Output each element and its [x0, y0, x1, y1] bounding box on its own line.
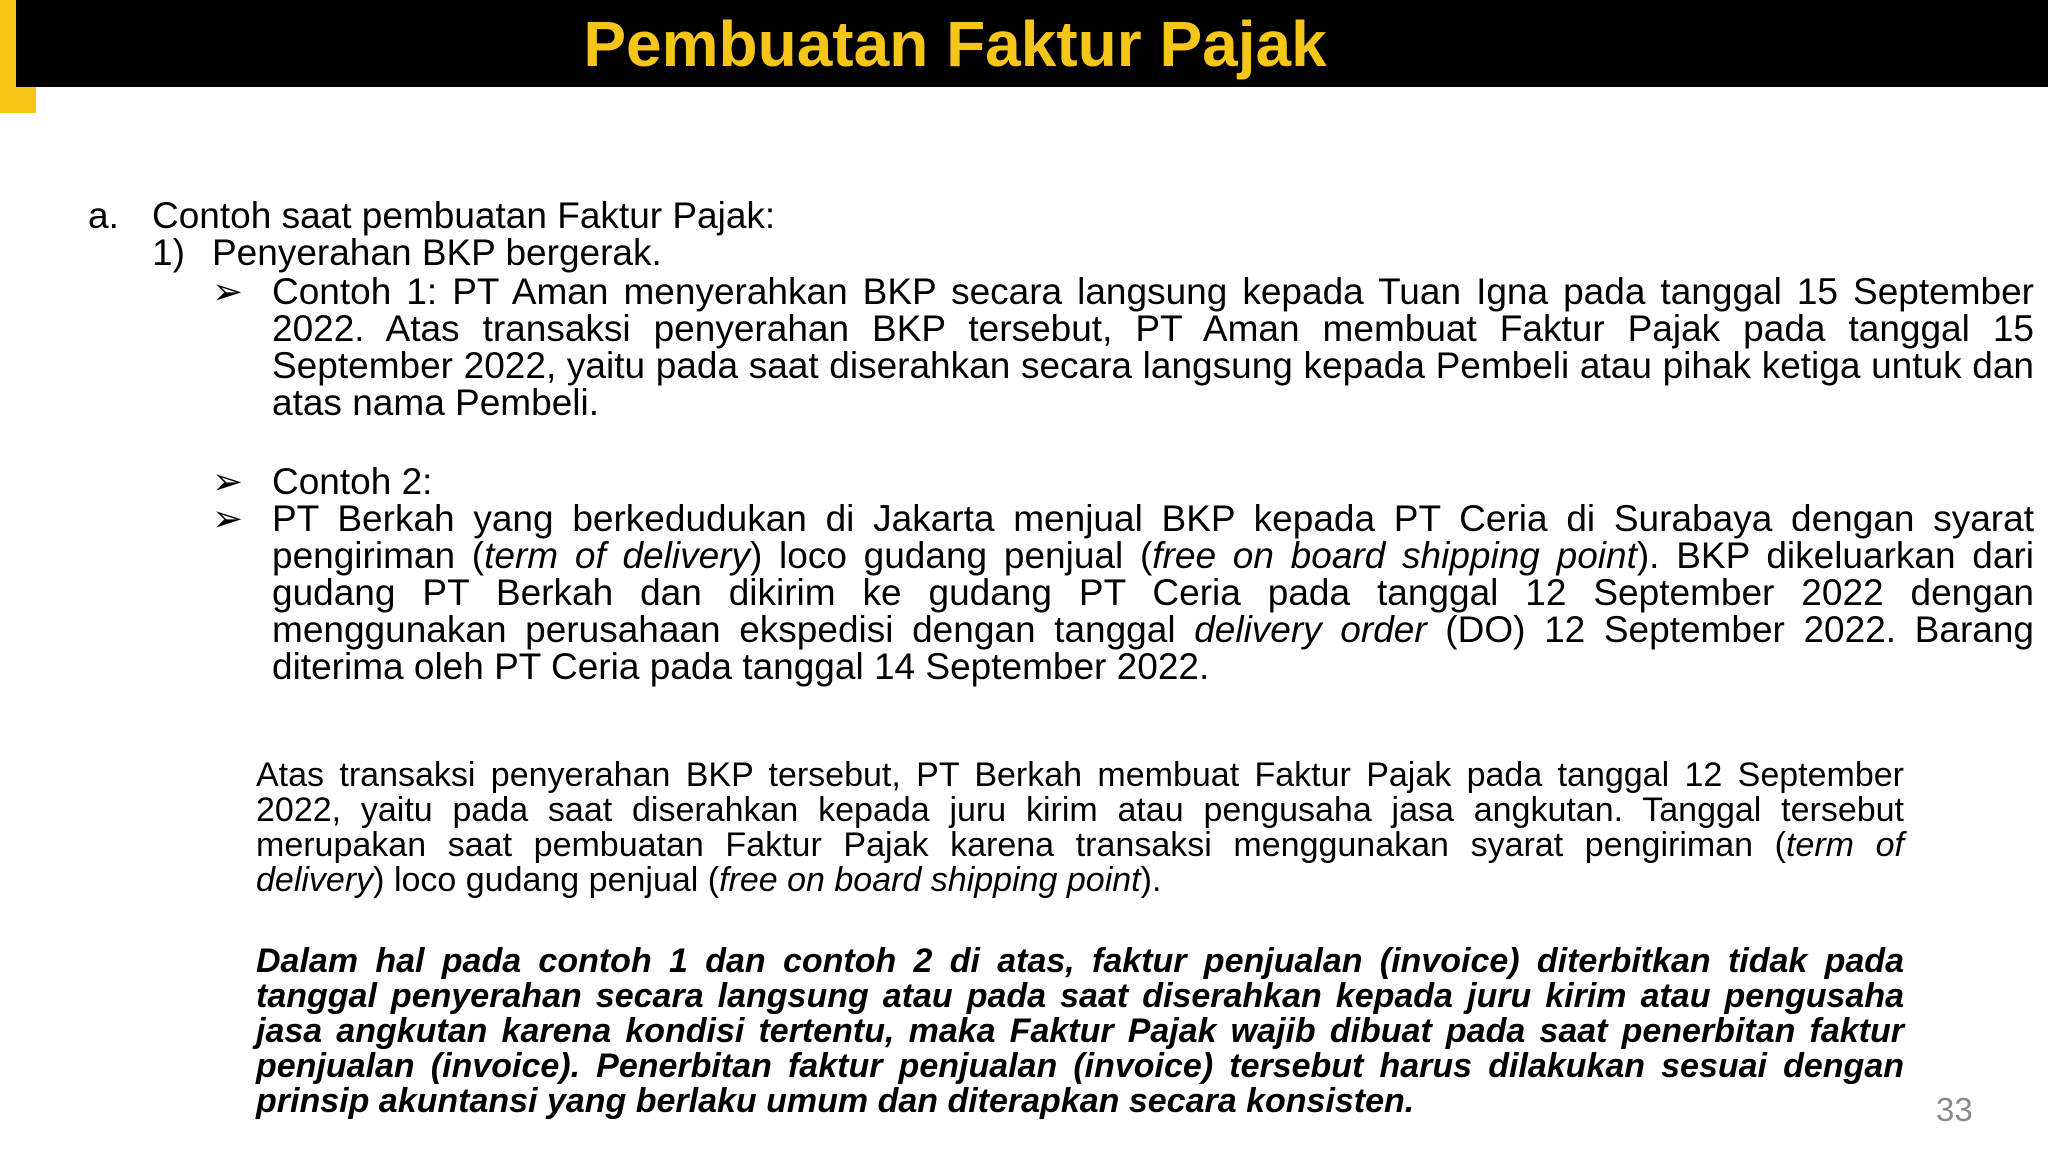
text-run: ) loco gudang penjual (	[749, 535, 1153, 576]
paragraph-invoice-note: Dalam hal pada contoh 1 dan contoh 2 di atas, faktur penjualan (invoice) diterbitkan tidak pada tanggal penyerahan secara langsung atau pada saat diserahkan kepada juru kirim atau pengusaha jasa angkutan karena kondisi tertentu, maka Faktur Pajak wajib dibuat pada saat penerbitan faktur penjualan (invoice). Penerbitan faktur penjualan (invoice) tersebut harus dilakukan sesuai dengan prinsip akuntansi yang berlaku umum dan diterapkan secara konsisten.	[256, 942, 1904, 1120]
arrow-bullet-icon: ➢	[212, 271, 244, 312]
bullet-contoh-2-text: Contoh 2:	[272, 461, 433, 502]
section-a	[88, 196, 775, 236]
italic-term: delivery order	[1194, 609, 1427, 650]
item-1-marker: 1)	[152, 232, 185, 273]
section-a-text: Contoh saat pembuatan Faktur Pajak:	[152, 195, 776, 236]
italic-term: term of delivery	[256, 826, 1904, 899]
paragraph-atas-transaksi	[256, 758, 1904, 898]
item-1	[152, 233, 662, 273]
bullet-pt-berkah	[212, 500, 2034, 685]
arrow-bullet-icon: ➢	[212, 461, 244, 502]
bullet-contoh-1	[212, 273, 2034, 421]
text-run: PT Berkah yang berkedudukan di Jakarta menjual BKP kepada PT Ceria di Surabaya dengan syarat pengiriman (	[272, 498, 2034, 576]
item-1-text: Penyerahan BKP bergerak.	[212, 232, 662, 273]
text-run: Atas transaksi penyerahan BKP tersebut, PT Berkah membuat Faktur Pajak pada tanggal 12 September 2022, yaitu pada saat diserahkan kepada juru kirim atau pengusaha jasa angkutan. Tanggal tersebut merupakan saat pembuatan Faktur Pajak karena transaksi menggunakan syarat pengiriman (	[256, 756, 1904, 864]
bullet-contoh-1-text: Contoh 1: PT Aman menyerahkan BKP secara langsung kepada Tuan Igna pada tanggal 15 September 2022. Atas transaksi penyerahan BKP tersebut, PT Aman membuat Faktur Pajak pada tanggal 15 September 2022, yaitu pada saat diserahkan secara langsung kepada Pembeli atau pihak ketiga untuk dan atas nama Pembeli.	[272, 271, 2034, 423]
italic-term: term of delivery	[484, 535, 750, 576]
slide-title: Pembuatan Faktur Pajak	[583, 8, 1327, 80]
italic-term: free on board shipping point	[1152, 535, 1637, 576]
arrow-bullet-icon: ➢	[212, 498, 244, 539]
page-number: 33	[1936, 1091, 1973, 1128]
text-run: ) loco gudang penjual (	[373, 861, 720, 899]
bullet-pt-berkah-text	[272, 500, 2034, 685]
text-run: (DO) 12 September 2022. Barang diterima oleh PT Ceria pada tanggal 14 September 2022.	[272, 609, 2034, 687]
italic-term: free on board shipping point	[719, 861, 1141, 899]
bullet-contoh-2	[212, 463, 2034, 500]
text-run: ).	[1140, 861, 1162, 899]
section-a-marker: a.	[88, 195, 119, 236]
title-bar	[0, 0, 2048, 87]
text-run: ). BKP dikeluarkan dari gudang PT Berkah dan dikirim ke gudang PT Ceria pada tanggal 12 September 2022 dengan menggunakan perusahaan ekspedisi dengan tanggal	[272, 535, 2034, 650]
